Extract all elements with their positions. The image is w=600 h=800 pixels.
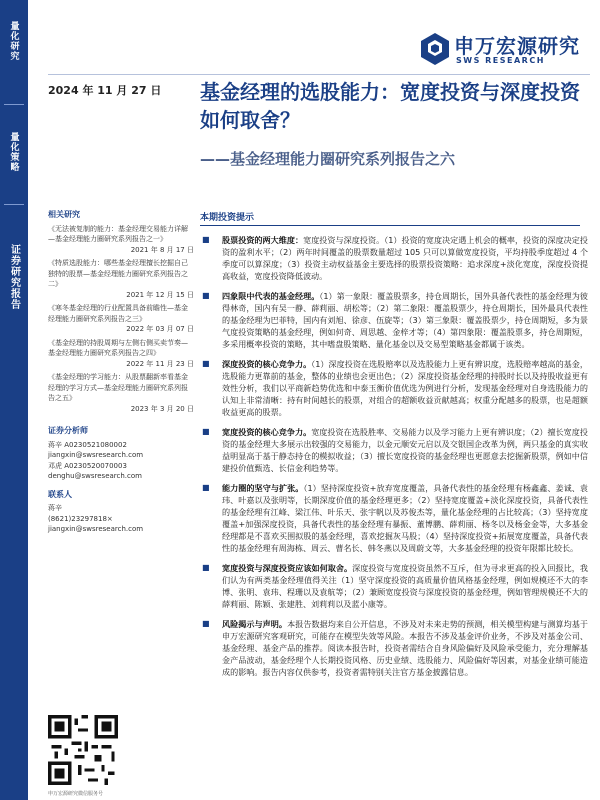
bullet-lead: 深度投资的核心竞争力。 [222, 359, 312, 369]
contact-phone: (8621)23297818× [48, 514, 113, 523]
highlight-bullet [200, 562, 588, 610]
contact-heading: 联系人 [48, 489, 72, 499]
sidebar-label-securities-report: 证券研究报告 [8, 244, 20, 310]
bullet-text: 宽度投资与深度投资。（1）投资的宽度决定遇上机会的概率，投资的深度决定投资的盈利水平；（2）两年时间覆盖的股票数量超过 105 只可以算做宽度投资，平均持股季度超过 4 个季度可以算深度；（3）投资主动权益基金主要选择的股票投资策略：追求深度+淡化宽度，深度投资提高收益，宽度投资降低波动。 [222, 235, 588, 281]
related-item-date: 2022 年 03 月 07 日 [126, 325, 194, 333]
bullet-text: （1）坚持深度投资+放弃宽度覆盖，具备代表性的基金经理有杨鑫鑫、姜诚、袁玮、叶嘉以及张明等，长期深度价值的基金经理更多；（2）坚持宽度覆盖+淡化深度投资，具备代表性的基金经理有江峰、梁江伟、叶乐天、张宇帆以及苏俊杰等，量化基金经理的占比较高；（3）坚持宽度覆盖+加强深度投资，具备代表性的基金经理有暴振、董博鹏、薛莉丽、杨冬以及杨金金等，大多基金经理都是不喜欢买围拟股的基金经理，喜欢挖掘灰马股；（4）坚持深度投资+拓展宽度覆盖，具备代表性的基金经理有周海栋、周云、曹名长、韩冬燕以及周蔚文等，大多基金经理的投资年限都比较长。 [222, 483, 588, 553]
brand-name-en: SWS RESEARCH [456, 56, 545, 65]
sidebar-divider [4, 204, 24, 205]
analyst-line: 蒋辛 A0230521080002 [48, 440, 127, 449]
highlight-bullet [200, 290, 588, 350]
analyst-email[interactable]: jiangxin@swsresearch.com [48, 451, 144, 459]
highlights-heading: 本期投资提示 [200, 210, 580, 226]
bullet-text: 深度投资与宽度投资虽然不互斥，但为寻求更高的投入回报比，我们认为有两类基金经理值得关注（1）坚守深度投资的高质量价值风格基金经理，例如规模还不大的李博、张明、袁玮、程珊以及袁航等；（2）兼顾宽度投资与深度投资的基金经理，例如管理规模还不大的薛莉丽、陈颖、张建胜、刘莉莉以及蓝小康等。 [222, 563, 588, 609]
related-item[interactable] [48, 372, 194, 414]
bullet-lead: 风险揭示与声明。 [222, 619, 288, 629]
header-rule [48, 74, 590, 75]
contact-block [48, 490, 194, 535]
bullet-text: 宽度投资在选股胜率、交易能力以及学习能力上更有辨识度；（2）擅长宽度投资的基金经理大多展示出较强的交易能力，以金元顺安元启以及交银国企改革为例，两只基金的真实收益明显高于基于静态持仓的模拟收益；（3）擅长宽度投资的基金经理也更愿意去挖掘新股票，例如中信建投价值甄选、长信金利趋势等。 [222, 427, 588, 473]
related-item-title: 《特质选股能力：哪些基金经理擅长挖掘自己独特的股票—基金经理能力圈研究系列报告之二》 [48, 259, 188, 288]
analyst-line: 邓虎 A0230520070003 [48, 461, 127, 470]
highlight-bullet [200, 426, 588, 474]
sidebar-divider [4, 104, 24, 105]
related-item-date: 2021 年 12 月 15 日 [126, 290, 194, 299]
related-item[interactable] [48, 338, 194, 370]
bullet-text: （1）第一象限：覆盖股票多，持仓周期长，国外具备代表性的基金经理为彼得林奇，国内有吴一静、薛莉丽、胡松等；（2）第二象限：覆盖股票少，持仓周期长，国外最具代表性的基金经理为巴菲特，国内有刘旭、徐彦、伍旋等；（3）第三象限：覆盖股票少，持仓周期短，多为景气度投资策略的基金经理，例如何奇、周思越、金梓才等；（4）第四象限：覆盖股票多，持仓周期短，多采用概率投资的策略，其中嗜盘股策略、量化基金以及交易型策略基金都属于该类。 [222, 291, 588, 349]
brand-mark-icon [420, 32, 450, 66]
related-item-title: 《基金经理的学习能力：从股票翻新率看基金经理的学习方式—基金经理能力圈研究系列报告之五》 [48, 373, 188, 402]
analysts-heading: 证券分析师 [48, 426, 88, 435]
contact-name: 蒋辛 [48, 504, 62, 512]
bullet-text: 本报告数据均来自公开信息，不涉及对未来走势的预测，相关模型构建与测算均基于申万宏源研究客观研究，可能存在模型失效等风险。本报告不涉及基金评价业务，不涉及对基金公司、基金经理、基金产品的推荐。阅读本报告时，投资者需结合自身风险偏好及风险承受能力，充分理解基金产品波动，基金经理个人长期投资风格、历史业绩、选股能力、风险偏好等因素，对基金业绩可能造成的影响。报告内容仅供参考，投资者需特别关注官方基金披露信息。 [222, 619, 588, 677]
related-item-date: 2021 年 8 月 17 日 [130, 245, 194, 254]
highlight-bullet [200, 618, 588, 678]
related-research-heading: 相关研究 [48, 210, 80, 219]
highlight-bullet [200, 358, 588, 418]
related-item-title: 《无法被复制的能力：基金经理交易能力详解—基金经理能力圈研究系列报告之一》 [48, 224, 188, 243]
sidebar [0, 0, 28, 800]
highlight-bullet [200, 234, 588, 282]
main-column [200, 210, 588, 686]
analyst-email[interactable]: denghu@swsresearch.com [48, 472, 142, 480]
bullet-lead: 宽度投资与深度投资应该如何取舍。 [222, 563, 353, 573]
contact-email[interactable]: jiangxin@swsresearch.com [48, 525, 144, 533]
bullet-lead: 宽度投资的核心竞争力。 [222, 427, 312, 437]
report-subtitle: ——基金经理能力圈研究系列报告之六 [200, 150, 456, 168]
brand-logo [420, 30, 580, 70]
highlight-bullet [200, 482, 588, 554]
related-item[interactable] [48, 224, 194, 256]
report-date: 2024 年 11 月 27 日 [48, 84, 162, 97]
sidebar-label-quant-research: 量化研究 [8, 21, 19, 61]
sidebar-label-quant-strategy: 量化策略 [8, 132, 19, 172]
bullet-text: （1）深度投资在选股赔率以及选股能力上更有辨识度，选股赔率越高的基金，选股能力更靠前的基金，整体的业绩也会更出色；（2）深度投资基金经理的持股时长以及持股收益更有效性分析，我们以平商新趋势优选和中泰玉衡价值优选为例进行分析，发现基金经理对自身选股能力的认知上非常清晰：持有时间越长的股票，对组合的超额收益贡献越高；权重分配越多的股票，也是超额收益更高的股票。 [222, 359, 588, 417]
related-item[interactable] [48, 303, 194, 335]
related-item-title: 《寒冬基金经理的行业配置具备前瞻性—基金经理能力圈研究系列报告之三》 [48, 304, 188, 323]
brand-name-cn: 申万宏源研究 [454, 34, 580, 58]
related-item-title: 《基金经理的持股周期与左侧右侧买卖节奏—基金经理能力圈研究系列报告之四》 [48, 338, 188, 357]
bullet-lead: 股票投资的两大维度： [222, 235, 304, 245]
related-research-list [48, 224, 194, 415]
related-item[interactable] [48, 258, 194, 300]
qr-caption: 申万宏源研究微信服务号 [48, 791, 104, 797]
related-item-date: 2023 年 3 月 20 日 [130, 404, 194, 413]
qr-code-icon [48, 715, 118, 785]
report-title: 基金经理的选股能力：宽度投资与深度投资如何取舍？ [200, 80, 580, 132]
bullet-lead: 能力圈的坚守与扩张。 [222, 483, 304, 493]
analysts-block [48, 426, 194, 482]
bullet-lead: 四象限中代表的基金经理。 [222, 291, 320, 301]
left-column [48, 210, 194, 535]
related-item-date: 2022 年 11 月 23 日 [126, 359, 194, 368]
